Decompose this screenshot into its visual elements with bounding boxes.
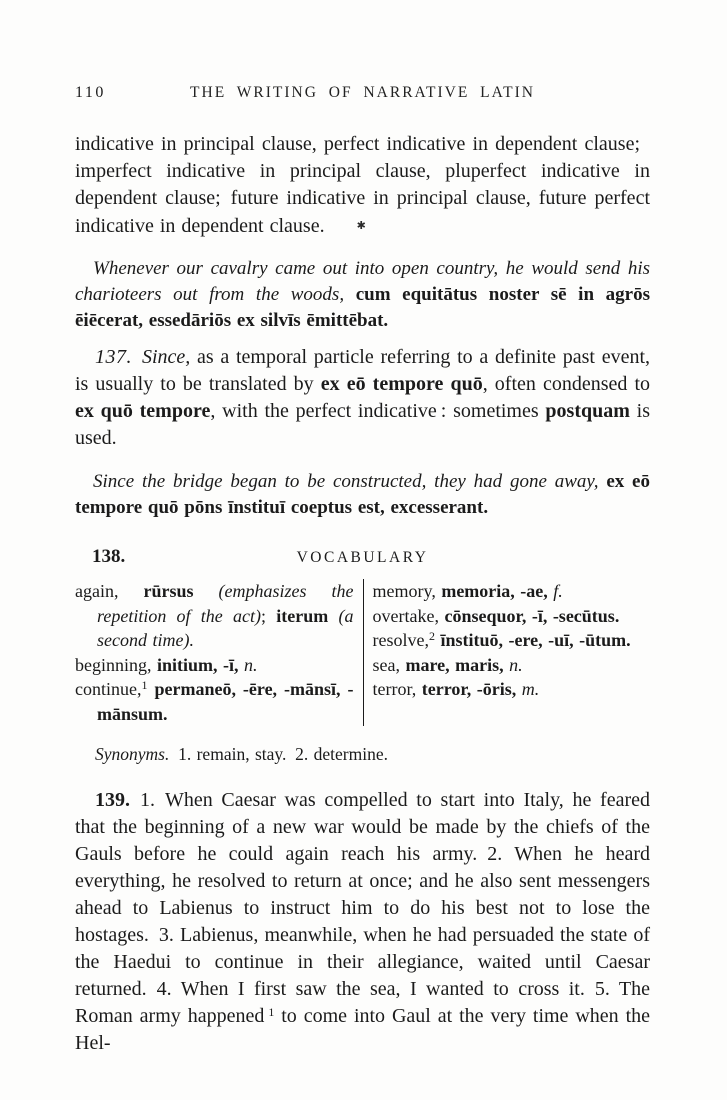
vocabulary-heading — [75, 546, 650, 568]
running-head — [75, 84, 650, 104]
vocab-entry: beginning, initium, -ī, n. — [75, 654, 258, 675]
synonyms-note: Synonyms. 1. remain, stay. 2. determine. — [95, 744, 388, 764]
page-number: 110 — [75, 84, 106, 101]
vocab-entry: again, rūrsus (emphasizes the repetition of the act); iterum (a second time). — [75, 581, 354, 650]
vocab-entry: resolve,$^2$ īnstituō, -ere, -uī, -ūtum. — [372, 629, 631, 650]
vocabulary-table — [75, 579, 650, 726]
vocab-entry: sea, mare, maris, n. — [372, 654, 523, 675]
section-number-138: 138. — [92, 546, 126, 567]
example-whenever-cavalry: Whenever our cavalry came out into open country, he would send his charioteers out from the woods, cum equitātus noster sē in agrōs ēiēcerat, essedāriōs ex silvīs ēmittēbat. — [75, 258, 650, 331]
vocab-entry: continue,$^1$ permaneō, -ēre, -mānsī, -mānsum. — [75, 678, 354, 724]
exercise-139-paragraph: 139. 1. When Caesar was compelled to start into Italy, he feared that the beginning of a new war would be made by the chiefs of the Gauls before he could again reach his army. 2. When he heard everything, he resolved to return at once; and he also sent messengers ahead to Labienus to instruct him to do his best not to lose the hostages. 3. Labienus, meanwhile, when he had persuaded the state of the Haedui to continue in their allegiance, waited until Caesar returned. 4. When I first saw the sea, I wanted to cross it. 5. The Roman army happened $^1$ to come into Gaul at the very time when the Hel- — [75, 789, 651, 1054]
section-137-paragraph: 137. Since, as a temporal particle referring to a definite past event, is usually to be translated by ex eō tempore quō, often condensed to ex quō tempore, with the perfect indicative : sometimes postquam is used. — [75, 346, 651, 449]
vocabulary-left-column — [75, 579, 363, 726]
vocabulary-title: VOCABULARY — [296, 549, 429, 566]
running-title: THE WRITING OF NARRATIVE LATIN — [190, 84, 535, 101]
vocab-entry: memory, memoria, -ae, f. — [372, 581, 563, 601]
vocab-entry: terror, terror, -ōris, m. — [372, 679, 540, 699]
example-since-bridge: Since the bridge began to be constructed, they had gone away, ex eō tempore quō pōns īnstituī coeptus est, excesserant. — [75, 471, 650, 518]
vocab-entry: overtake, cōnsequor, -ī, -secūtus. — [372, 605, 620, 626]
vocabulary-right-column — [363, 579, 651, 726]
paragraph-tense-rules: indicative in principal clause, perfect indicative in dependent clause; imperfect indicative in principal clause, pluperfect indicative in dependent clause; future indicative in principal clause, future perfect indicative in dependent clause. ✱ — [75, 133, 650, 237]
